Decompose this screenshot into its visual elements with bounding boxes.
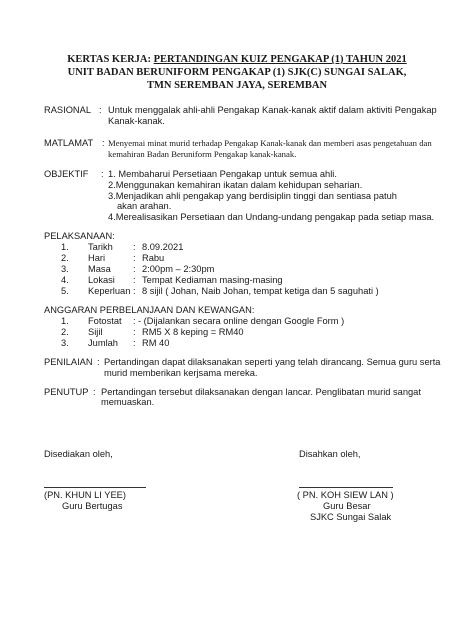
matlamat-sep: :	[102, 138, 105, 148]
pelaksanaan-num: 1.	[61, 242, 69, 252]
pelaksanaan-sep: :	[133, 286, 136, 296]
anggaran-value: RM5 X 8 keping = RM40	[142, 327, 244, 337]
rasional-label: RASIONAL	[44, 105, 92, 115]
objektif-label: OBJEKTIF	[44, 169, 89, 179]
penutup-line2: memuaskan.	[101, 397, 155, 407]
prepared-by-caption: Disediakan oleh,	[44, 449, 113, 459]
right-signatory-role: Guru Besar	[323, 501, 371, 511]
matlamat-label: MATLAMAT	[44, 138, 94, 148]
doc-title-line3: TMN SEREMBAN JAYA, SEREMBAN	[146, 80, 328, 91]
pelaksanaan-sep: :	[133, 253, 136, 263]
penilaian-line1: Pertandingan dapat dilaksanakan seperti yang telah dirancang. Semua guru serta	[104, 357, 441, 367]
pelaksanaan-sep: :	[133, 242, 136, 252]
anggaran-label: Sijil	[88, 327, 103, 337]
left-signature-line	[44, 487, 146, 488]
anggaran-value: - (Dijalankan secara online dengan Google Form )	[138, 316, 345, 326]
matlamat-line1: Menyemai minat murid terhadap Pengakap Kanak-kanak dan memberi asas pengetahuan dan	[108, 138, 432, 148]
penilaian-label: PENILAIAN	[44, 357, 93, 367]
objektif-sep: :	[101, 169, 104, 179]
anggaran-value: RM 40	[142, 338, 170, 348]
objektif-item: 1. Membaharui Persetiaan Pengakap untuk semua ahli.	[108, 169, 337, 179]
objektif-item: akan arahan.	[117, 201, 172, 211]
approved-by-caption: Disahkan oleh,	[299, 449, 361, 459]
penutup-line1: Pertandingan tersebut dilaksanakan dengan lancar. Penglibatan murid sangat	[101, 387, 421, 397]
rasional-sep: :	[99, 105, 102, 115]
pelaksanaan-label: Lokasi	[88, 275, 115, 285]
doc-title-line1: KERTAS KERJA: PERTANDINGAN KUIZ PENGAKAP (1) TAHUN 2021	[67, 54, 407, 65]
pelaksanaan-sep: :	[133, 275, 136, 285]
objektif-item: 3.Menjadikan ahli pengakap yang berdisiplin tinggi dan sentiasa patuh	[108, 191, 397, 201]
pelaksanaan-num: 2.	[61, 253, 69, 263]
pelaksanaan-label: Hari	[88, 253, 106, 263]
pelaksanaan-value: 8.09.2021	[142, 242, 184, 252]
anggaran-sep: :	[133, 338, 136, 348]
pelaksanaan-num: 4.	[61, 275, 69, 285]
anggaran-label: Fotostat	[88, 316, 122, 326]
penilaian-sep: :	[97, 357, 100, 367]
anggaran-num: 2.	[61, 327, 69, 337]
matlamat-line2: kemahiran Badan Beruniform Pengakap kanak-kanak.	[108, 149, 297, 159]
objektif-item: 4.Merealisasikan Persetiaan dan Undang-undang pengakap pada setiap masa.	[108, 212, 435, 222]
objektif-item: 2.Menggunakan kemahiran ikatan dalam kehidupan seharian.	[108, 180, 363, 190]
pelaksanaan-label: Keperluan	[88, 286, 131, 296]
penutup-sep: :	[93, 387, 96, 397]
pelaksanaan-label: Tarikh	[88, 242, 113, 252]
pelaksanaan-num: 5.	[61, 286, 69, 296]
doc-title-line2: UNIT BADAN BERUNIFORM PENGAKAP (1) SJK(C) SUNGAI SALAK,	[67, 67, 407, 78]
anggaran-sep: :	[133, 316, 136, 326]
penilaian-line2: murid memberikan kerjsama mereka.	[104, 368, 258, 378]
anggaran-num: 1.	[61, 316, 69, 326]
pelaksanaan-value: Rabu	[142, 253, 165, 263]
anggaran-sep: :	[133, 327, 136, 337]
anggaran-heading: ANGGARAN PERBELANJAAN DAN KEWANGAN:	[44, 305, 255, 315]
anggaran-num: 3.	[61, 338, 69, 348]
pelaksanaan-label: Masa	[88, 264, 111, 274]
right-signatory-name: ( PN. KOH SIEW LAN )	[297, 490, 394, 500]
right-signatory-school: SJKC Sungai Salak	[310, 512, 392, 522]
pelaksanaan-heading: PELAKSANAAN:	[44, 231, 115, 241]
pelaksanaan-sep: :	[133, 264, 136, 274]
pelaksanaan-value: Tempat Kediaman masing-masing	[142, 275, 283, 285]
anggaran-label: Jumlah	[88, 338, 118, 348]
doc-title-underlined: PERTANDINGAN KUIZ PENGAKAP (1) TAHUN 2021	[153, 54, 407, 65]
pelaksanaan-value: 2:00pm – 2:30pm	[142, 264, 215, 274]
left-signatory-role: Guru Bertugas	[62, 501, 123, 511]
rasional-line1: Untuk menggalak ahli-ahli Pengakap Kanak-kanak aktif dalam aktiviti Pengakap	[108, 105, 437, 115]
right-signature-line	[299, 487, 393, 488]
left-signatory-name: (PN. KHUN LI YEE)	[44, 490, 126, 500]
pelaksanaan-num: 3.	[61, 264, 69, 274]
pelaksanaan-value: 8 sijil ( Johan, Naib Johan, tempat ketiga dan 5 saguhati )	[142, 286, 379, 296]
rasional-line2: Kanak-kanak.	[108, 116, 165, 126]
penutup-label: PENUTUP	[44, 387, 89, 397]
